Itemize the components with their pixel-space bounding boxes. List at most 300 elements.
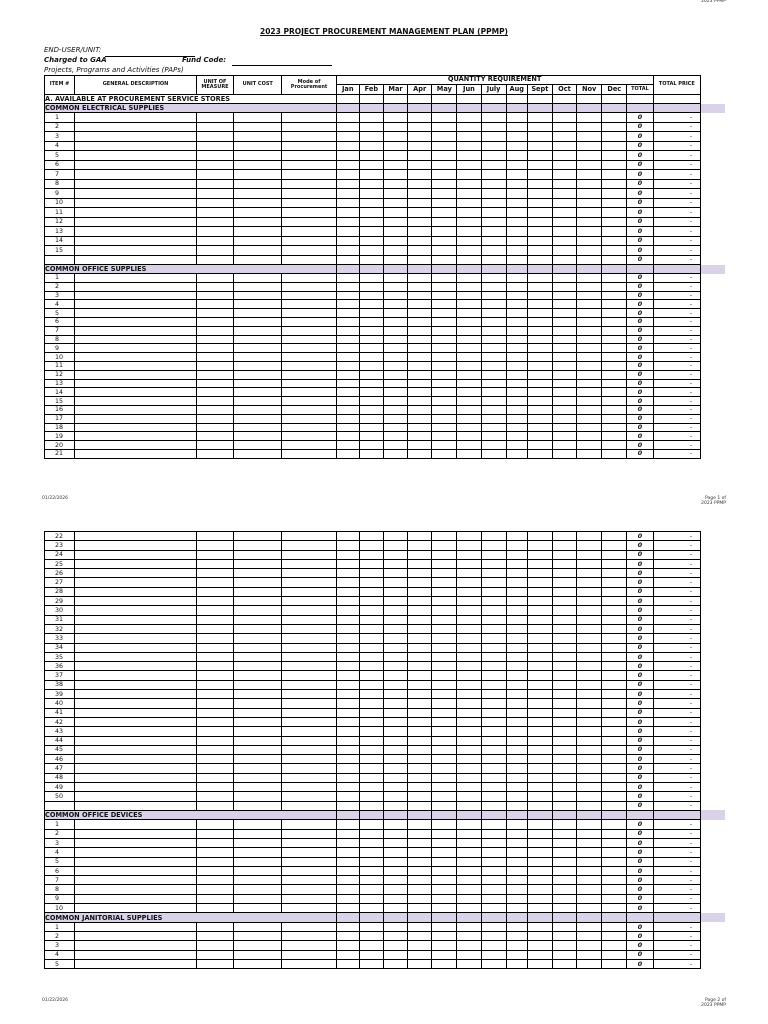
input-cell[interactable] xyxy=(527,829,552,838)
input-cell[interactable] xyxy=(506,160,527,170)
input-cell[interactable] xyxy=(75,300,197,309)
input-cell[interactable] xyxy=(527,745,552,754)
input-cell[interactable] xyxy=(359,801,383,810)
input-cell[interactable] xyxy=(602,541,627,550)
input-cell[interactable] xyxy=(602,370,627,379)
input-cell[interactable] xyxy=(408,578,432,587)
input-cell[interactable] xyxy=(527,449,552,458)
input-cell[interactable] xyxy=(552,727,576,736)
input-cell[interactable] xyxy=(552,170,576,180)
input-cell[interactable] xyxy=(527,388,552,397)
input-cell[interactable] xyxy=(506,569,527,578)
input-cell[interactable] xyxy=(602,113,627,123)
input-cell[interactable] xyxy=(506,208,527,218)
input-cell[interactable] xyxy=(75,745,197,754)
input-cell[interactable] xyxy=(75,922,197,931)
input-cell[interactable] xyxy=(602,170,627,180)
input-cell[interactable] xyxy=(577,335,602,344)
input-cell[interactable] xyxy=(552,113,576,123)
input-cell[interactable] xyxy=(527,170,552,180)
input-cell[interactable] xyxy=(457,773,481,782)
input-cell[interactable] xyxy=(506,361,527,370)
input-cell[interactable] xyxy=(282,441,336,450)
input-cell[interactable] xyxy=(527,652,552,661)
input-cell[interactable] xyxy=(383,309,407,318)
input-cell[interactable] xyxy=(552,344,576,353)
input-cell[interactable] xyxy=(359,820,383,829)
input-cell[interactable] xyxy=(282,541,336,550)
input-cell[interactable] xyxy=(552,848,576,857)
input-cell[interactable] xyxy=(196,904,233,913)
input-cell[interactable] xyxy=(577,550,602,559)
input-cell[interactable] xyxy=(75,246,197,256)
input-cell[interactable] xyxy=(408,662,432,671)
input-cell[interactable] xyxy=(602,857,627,866)
input-cell[interactable] xyxy=(359,885,383,894)
input-cell[interactable] xyxy=(336,960,359,969)
input-cell[interactable] xyxy=(481,300,506,309)
input-cell[interactable] xyxy=(234,876,282,885)
input-cell[interactable] xyxy=(408,559,432,568)
input-cell[interactable] xyxy=(506,141,527,151)
input-cell[interactable] xyxy=(408,236,432,246)
input-cell[interactable] xyxy=(336,848,359,857)
input-cell[interactable] xyxy=(234,559,282,568)
input-cell[interactable] xyxy=(432,255,457,265)
input-cell[interactable] xyxy=(457,353,481,362)
input-cell[interactable] xyxy=(196,405,233,414)
input-cell[interactable] xyxy=(359,151,383,161)
input-cell[interactable] xyxy=(577,132,602,142)
input-cell[interactable] xyxy=(577,950,602,959)
input-cell[interactable] xyxy=(457,317,481,326)
input-cell[interactable] xyxy=(552,615,576,624)
input-cell[interactable] xyxy=(384,941,408,950)
input-cell[interactable] xyxy=(481,441,506,450)
input-cell[interactable] xyxy=(336,652,359,661)
input-cell[interactable] xyxy=(234,615,282,624)
input-cell[interactable] xyxy=(336,950,359,959)
input-cell[interactable] xyxy=(577,300,602,309)
input-cell[interactable] xyxy=(577,587,602,596)
input-cell[interactable] xyxy=(384,755,408,764)
input-cell[interactable] xyxy=(457,160,481,170)
input-cell[interactable] xyxy=(359,227,383,237)
input-cell[interactable] xyxy=(552,717,576,726)
input-cell[interactable] xyxy=(457,309,481,318)
input-cell[interactable] xyxy=(577,217,602,227)
input-cell[interactable] xyxy=(408,755,432,764)
input-cell[interactable] xyxy=(75,559,197,568)
input-cell[interactable] xyxy=(577,745,602,754)
input-cell[interactable] xyxy=(481,532,506,541)
input-cell[interactable] xyxy=(196,246,233,256)
input-cell[interactable] xyxy=(234,388,282,397)
input-cell[interactable] xyxy=(359,960,383,969)
input-cell[interactable] xyxy=(481,866,506,875)
input-cell[interactable] xyxy=(457,179,481,189)
input-cell[interactable] xyxy=(196,335,233,344)
input-cell[interactable] xyxy=(408,801,432,810)
input-cell[interactable] xyxy=(75,217,197,227)
input-cell[interactable] xyxy=(481,606,506,615)
input-cell[interactable] xyxy=(234,361,282,370)
input-cell[interactable] xyxy=(527,227,552,237)
input-cell[interactable] xyxy=(384,634,408,643)
input-cell[interactable] xyxy=(75,764,197,773)
input-cell[interactable] xyxy=(383,326,407,335)
input-cell[interactable] xyxy=(481,344,506,353)
input-cell[interactable] xyxy=(527,597,552,606)
input-cell[interactable] xyxy=(75,170,197,180)
input-cell[interactable] xyxy=(432,792,457,801)
input-cell[interactable] xyxy=(196,597,233,606)
input-cell[interactable] xyxy=(196,274,233,283)
input-cell[interactable] xyxy=(408,441,432,450)
input-cell[interactable] xyxy=(196,122,233,132)
input-cell[interactable] xyxy=(75,569,197,578)
input-cell[interactable] xyxy=(577,885,602,894)
input-cell[interactable] xyxy=(336,559,359,568)
input-cell[interactable] xyxy=(481,597,506,606)
input-cell[interactable] xyxy=(552,441,576,450)
input-cell[interactable] xyxy=(359,680,383,689)
input-cell[interactable] xyxy=(282,379,336,388)
input-cell[interactable] xyxy=(602,727,627,736)
input-cell[interactable] xyxy=(384,829,408,838)
input-cell[interactable] xyxy=(552,317,576,326)
input-cell[interactable] xyxy=(336,441,359,450)
input-cell[interactable] xyxy=(552,904,576,913)
input-cell[interactable] xyxy=(577,606,602,615)
input-cell[interactable] xyxy=(75,587,197,596)
input-cell[interactable] xyxy=(75,904,197,913)
input-cell[interactable] xyxy=(577,727,602,736)
input-cell[interactable] xyxy=(527,643,552,652)
input-cell[interactable] xyxy=(577,379,602,388)
input-cell[interactable] xyxy=(384,857,408,866)
input-cell[interactable] xyxy=(552,236,576,246)
input-cell[interactable] xyxy=(359,690,383,699)
input-cell[interactable] xyxy=(457,370,481,379)
input-cell[interactable] xyxy=(552,680,576,689)
input-cell[interactable] xyxy=(336,866,359,875)
input-cell[interactable] xyxy=(196,960,233,969)
input-cell[interactable] xyxy=(481,151,506,161)
input-cell[interactable] xyxy=(196,559,233,568)
input-cell[interactable] xyxy=(457,569,481,578)
input-cell[interactable] xyxy=(384,690,408,699)
input-cell[interactable] xyxy=(552,217,576,227)
input-cell[interactable] xyxy=(196,541,233,550)
input-cell[interactable] xyxy=(408,432,432,441)
input-cell[interactable] xyxy=(577,876,602,885)
input-cell[interactable] xyxy=(481,414,506,423)
input-cell[interactable] xyxy=(602,801,627,810)
input-cell[interactable] xyxy=(552,866,576,875)
input-cell[interactable] xyxy=(602,122,627,132)
input-cell[interactable] xyxy=(552,755,576,764)
input-cell[interactable] xyxy=(506,198,527,208)
input-cell[interactable] xyxy=(359,745,383,754)
input-cell[interactable] xyxy=(75,344,197,353)
input-cell[interactable] xyxy=(457,274,481,283)
input-cell[interactable] xyxy=(577,671,602,680)
input-cell[interactable] xyxy=(506,876,527,885)
input-cell[interactable] xyxy=(577,326,602,335)
input-cell[interactable] xyxy=(457,634,481,643)
input-cell[interactable] xyxy=(481,370,506,379)
input-cell[interactable] xyxy=(481,680,506,689)
input-cell[interactable] xyxy=(457,941,481,950)
input-cell[interactable] xyxy=(359,894,383,903)
input-cell[interactable] xyxy=(457,866,481,875)
input-cell[interactable] xyxy=(481,745,506,754)
input-cell[interactable] xyxy=(408,397,432,406)
input-cell[interactable] xyxy=(432,179,457,189)
input-cell[interactable] xyxy=(577,839,602,848)
input-cell[interactable] xyxy=(577,309,602,318)
input-cell[interactable] xyxy=(75,708,197,717)
input-cell[interactable] xyxy=(481,405,506,414)
input-cell[interactable] xyxy=(234,317,282,326)
input-cell[interactable] xyxy=(336,597,359,606)
input-cell[interactable] xyxy=(336,344,359,353)
input-cell[interactable] xyxy=(432,122,457,132)
input-cell[interactable] xyxy=(359,671,383,680)
input-cell[interactable] xyxy=(336,397,359,406)
input-cell[interactable] xyxy=(408,894,432,903)
input-cell[interactable] xyxy=(602,717,627,726)
input-cell[interactable] xyxy=(527,532,552,541)
input-cell[interactable] xyxy=(336,532,359,541)
input-cell[interactable] xyxy=(577,532,602,541)
input-cell[interactable] xyxy=(602,643,627,652)
input-cell[interactable] xyxy=(408,217,432,227)
input-cell[interactable] xyxy=(408,792,432,801)
input-cell[interactable] xyxy=(408,335,432,344)
input-cell[interactable] xyxy=(359,441,383,450)
input-cell[interactable] xyxy=(481,690,506,699)
input-cell[interactable] xyxy=(359,300,383,309)
input-cell[interactable] xyxy=(506,255,527,265)
input-cell[interactable] xyxy=(506,839,527,848)
input-cell[interactable] xyxy=(196,773,233,782)
input-cell[interactable] xyxy=(432,274,457,283)
input-cell[interactable] xyxy=(282,755,336,764)
input-cell[interactable] xyxy=(408,291,432,300)
input-cell[interactable] xyxy=(506,370,527,379)
input-cell[interactable] xyxy=(506,941,527,950)
input-cell[interactable] xyxy=(196,441,233,450)
input-cell[interactable] xyxy=(359,662,383,671)
input-cell[interactable] xyxy=(506,736,527,745)
input-cell[interactable] xyxy=(577,857,602,866)
input-cell[interactable] xyxy=(336,217,359,227)
input-cell[interactable] xyxy=(234,680,282,689)
input-cell[interactable] xyxy=(552,941,576,950)
input-cell[interactable] xyxy=(432,801,457,810)
input-cell[interactable] xyxy=(506,236,527,246)
input-cell[interactable] xyxy=(336,113,359,123)
input-cell[interactable] xyxy=(408,160,432,170)
input-cell[interactable] xyxy=(234,885,282,894)
input-cell[interactable] xyxy=(196,894,233,903)
input-cell[interactable] xyxy=(408,282,432,291)
input-cell[interactable] xyxy=(506,773,527,782)
input-cell[interactable] xyxy=(552,950,576,959)
input-cell[interactable] xyxy=(527,550,552,559)
input-cell[interactable] xyxy=(481,449,506,458)
input-cell[interactable] xyxy=(75,414,197,423)
input-cell[interactable] xyxy=(432,326,457,335)
input-cell[interactable] xyxy=(282,671,336,680)
input-cell[interactable] xyxy=(432,344,457,353)
input-cell[interactable] xyxy=(506,113,527,123)
input-cell[interactable] xyxy=(282,876,336,885)
input-cell[interactable] xyxy=(359,829,383,838)
input-cell[interactable] xyxy=(234,783,282,792)
input-cell[interactable] xyxy=(552,397,576,406)
input-cell[interactable] xyxy=(384,727,408,736)
input-cell[interactable] xyxy=(234,764,282,773)
input-cell[interactable] xyxy=(457,829,481,838)
input-cell[interactable] xyxy=(383,170,407,180)
input-cell[interactable] xyxy=(282,113,336,123)
input-cell[interactable] xyxy=(527,606,552,615)
input-cell[interactable] xyxy=(336,179,359,189)
input-cell[interactable] xyxy=(282,904,336,913)
input-cell[interactable] xyxy=(602,783,627,792)
input-cell[interactable] xyxy=(457,699,481,708)
input-cell[interactable] xyxy=(506,189,527,199)
input-cell[interactable] xyxy=(359,699,383,708)
input-cell[interactable] xyxy=(359,773,383,782)
input-cell[interactable] xyxy=(506,559,527,568)
input-cell[interactable] xyxy=(506,132,527,142)
input-cell[interactable] xyxy=(552,801,576,810)
input-cell[interactable] xyxy=(602,922,627,931)
input-cell[interactable] xyxy=(602,559,627,568)
input-cell[interactable] xyxy=(75,941,197,950)
input-cell[interactable] xyxy=(527,587,552,596)
input-cell[interactable] xyxy=(336,291,359,300)
input-cell[interactable] xyxy=(196,755,233,764)
input-cell[interactable] xyxy=(282,652,336,661)
input-cell[interactable] xyxy=(383,227,407,237)
input-cell[interactable] xyxy=(359,317,383,326)
input-cell[interactable] xyxy=(506,317,527,326)
input-cell[interactable] xyxy=(432,388,457,397)
input-cell[interactable] xyxy=(336,773,359,782)
input-cell[interactable] xyxy=(282,941,336,950)
input-cell[interactable] xyxy=(527,160,552,170)
input-cell[interactable] xyxy=(602,597,627,606)
input-cell[interactable] xyxy=(527,755,552,764)
input-cell[interactable] xyxy=(552,894,576,903)
input-cell[interactable] xyxy=(408,198,432,208)
input-cell[interactable] xyxy=(432,160,457,170)
input-cell[interactable] xyxy=(577,708,602,717)
input-cell[interactable] xyxy=(552,179,576,189)
input-cell[interactable] xyxy=(457,151,481,161)
input-cell[interactable] xyxy=(552,690,576,699)
input-cell[interactable] xyxy=(359,597,383,606)
input-cell[interactable] xyxy=(481,432,506,441)
input-cell[interactable] xyxy=(359,839,383,848)
input-cell[interactable] xyxy=(336,151,359,161)
input-cell[interactable] xyxy=(577,597,602,606)
input-cell[interactable] xyxy=(481,587,506,596)
input-cell[interactable] xyxy=(359,736,383,745)
input-cell[interactable] xyxy=(602,274,627,283)
input-cell[interactable] xyxy=(196,414,233,423)
input-cell[interactable] xyxy=(336,624,359,633)
input-cell[interactable] xyxy=(527,274,552,283)
input-cell[interactable] xyxy=(552,255,576,265)
input-cell[interactable] xyxy=(552,189,576,199)
input-cell[interactable] xyxy=(577,624,602,633)
input-cell[interactable] xyxy=(602,423,627,432)
input-cell[interactable] xyxy=(506,960,527,969)
input-cell[interactable] xyxy=(282,624,336,633)
input-cell[interactable] xyxy=(481,755,506,764)
input-cell[interactable] xyxy=(602,282,627,291)
input-cell[interactable] xyxy=(336,783,359,792)
input-cell[interactable] xyxy=(457,615,481,624)
input-cell[interactable] xyxy=(527,932,552,941)
input-cell[interactable] xyxy=(282,361,336,370)
input-cell[interactable] xyxy=(196,885,233,894)
input-cell[interactable] xyxy=(527,246,552,256)
input-cell[interactable] xyxy=(234,717,282,726)
input-cell[interactable] xyxy=(602,671,627,680)
input-cell[interactable] xyxy=(196,227,233,237)
input-cell[interactable] xyxy=(506,122,527,132)
input-cell[interactable] xyxy=(196,179,233,189)
input-cell[interactable] xyxy=(577,643,602,652)
input-cell[interactable] xyxy=(481,717,506,726)
input-cell[interactable] xyxy=(457,198,481,208)
input-cell[interactable] xyxy=(506,309,527,318)
input-cell[interactable] xyxy=(359,189,383,199)
input-cell[interactable] xyxy=(506,532,527,541)
input-cell[interactable] xyxy=(408,783,432,792)
input-cell[interactable] xyxy=(506,820,527,829)
input-cell[interactable] xyxy=(506,291,527,300)
input-cell[interactable] xyxy=(432,559,457,568)
input-cell[interactable] xyxy=(577,198,602,208)
input-cell[interactable] xyxy=(481,699,506,708)
input-cell[interactable] xyxy=(75,122,197,132)
input-cell[interactable] xyxy=(196,848,233,857)
input-cell[interactable] xyxy=(481,379,506,388)
input-cell[interactable] xyxy=(602,773,627,782)
input-cell[interactable] xyxy=(282,370,336,379)
input-cell[interactable] xyxy=(527,820,552,829)
input-cell[interactable] xyxy=(432,866,457,875)
input-cell[interactable] xyxy=(408,717,432,726)
input-cell[interactable] xyxy=(196,652,233,661)
input-cell[interactable] xyxy=(506,792,527,801)
input-cell[interactable] xyxy=(432,423,457,432)
input-cell[interactable] xyxy=(196,829,233,838)
input-cell[interactable] xyxy=(481,876,506,885)
input-cell[interactable] xyxy=(577,397,602,406)
input-cell[interactable] xyxy=(383,160,407,170)
input-cell[interactable] xyxy=(481,578,506,587)
input-cell[interactable] xyxy=(481,960,506,969)
